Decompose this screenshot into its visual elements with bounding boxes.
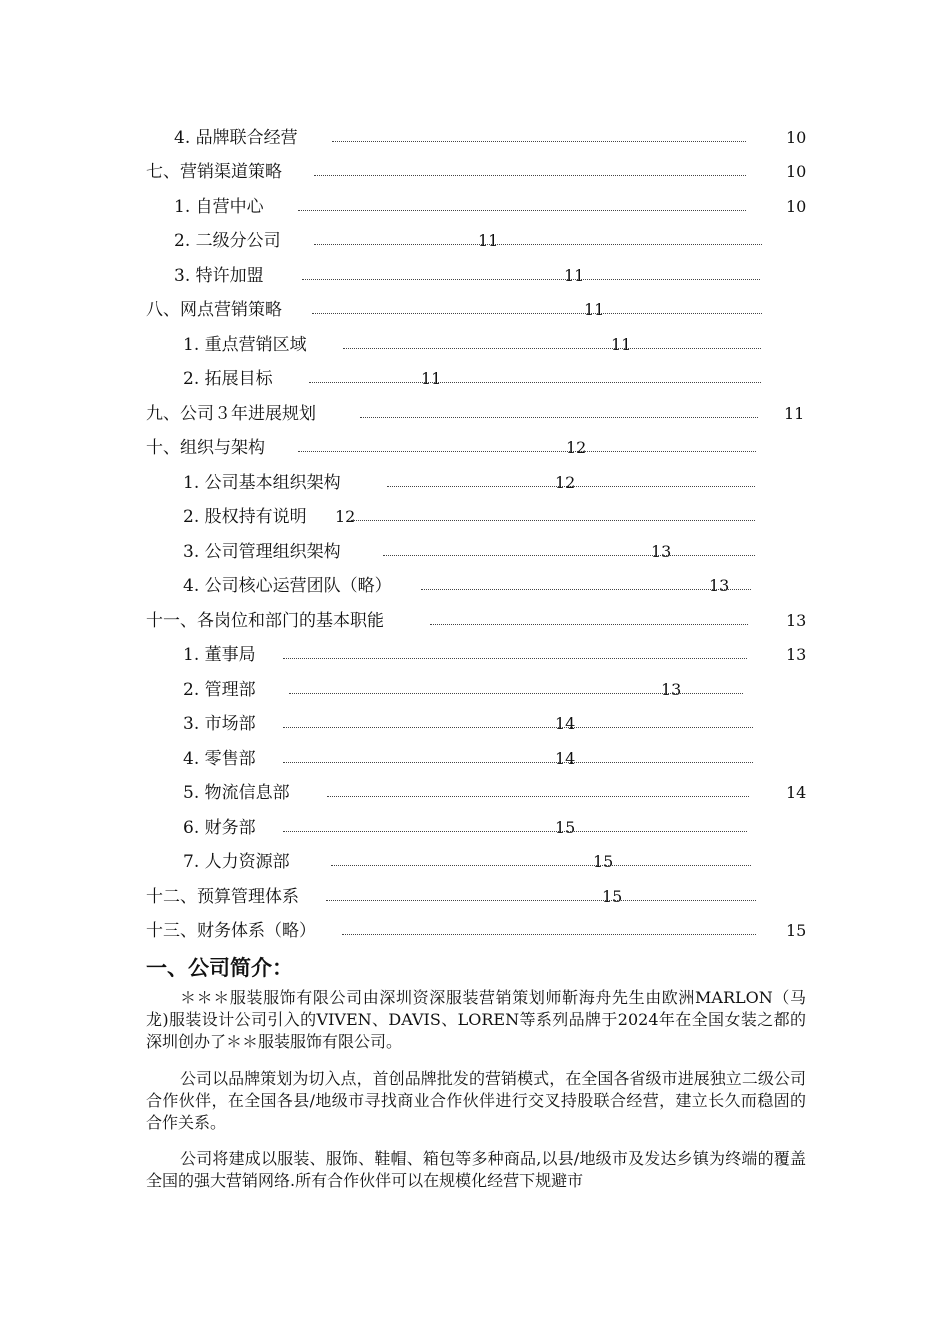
toc-entry[interactable] [183, 469, 814, 497]
toc-page-number: 14 [786, 783, 807, 802]
toc-leader-dots [298, 451, 756, 452]
toc-entry-label: 1. 重点营销区域 [183, 335, 307, 355]
toc-entry[interactable] [146, 400, 814, 428]
toc-leader-dots [331, 865, 751, 866]
toc-leader-dots [421, 589, 751, 590]
toc-entry-label: 5. 物流信息部 [183, 783, 290, 803]
toc-page-number: 14 [555, 749, 576, 768]
body-paragraph: ＊＊＊服装服饰有限公司由深圳资深服装营销策划师靳海舟先生由欧洲MARLON（马龙)服装设计公司引入的VIVEN、DAVIS、LOREN等系列品牌于2024年在全国女装之都的深圳创办了＊＊服装服饰有限公司。 [146, 988, 806, 1051]
toc-page-number: 12 [555, 473, 576, 492]
toc-page-number: 11 [611, 335, 632, 354]
toc-leader-dots [351, 520, 755, 521]
toc-leader-dots [326, 900, 756, 901]
toc-entry-label: 1. 董事局 [183, 645, 256, 665]
toc-page-number: 10 [786, 128, 807, 147]
toc-page-number: 13 [661, 680, 682, 699]
toc-entry[interactable] [183, 779, 814, 807]
toc-page-number: 14 [555, 714, 576, 733]
toc-leader-dots [314, 175, 746, 176]
toc-entry[interactable] [174, 124, 814, 152]
toc-entry[interactable] [183, 503, 814, 531]
toc-entry[interactable] [183, 365, 814, 393]
toc-entry[interactable] [146, 158, 814, 186]
toc-leader-dots [309, 382, 761, 383]
toc-page-number: 11 [421, 369, 442, 388]
toc-entry-label: 4. 品牌联合经营 [174, 128, 298, 148]
toc-leader-dots [302, 279, 760, 280]
toc-page-number: 13 [786, 645, 807, 664]
body-paragraph: 公司将建成以服装、服饰、鞋帽、箱包等多种商品,以县/地级市及发达乡镇为终端的覆盖全国的强大营销网络.所有合作伙伴可以在规模化经营下规避市 [146, 1149, 806, 1190]
toc-entry-label: 十、组织与架构 [146, 438, 265, 458]
toc-entry-label: 4. 公司核心运营团队（略） [183, 576, 392, 596]
toc-page-number: 12 [335, 507, 356, 526]
toc-entry-label: 1. 公司基本组织架构 [183, 473, 341, 493]
toc-entry[interactable] [146, 917, 814, 945]
toc-leader-dots [298, 210, 746, 211]
body-paragraph: 公司以品牌策划为切入点，首创品牌批发的营销模式，在全国各省级市进展独立二级公司合作伙伴，在全国各县/地级市寻找商业合作伙伴进行交叉持股联合经营，建立长久而稳固的合作关系。 [146, 1069, 806, 1132]
toc-entry-label: 4. 零售部 [183, 749, 256, 769]
toc-leader-dots [283, 831, 747, 832]
toc-page-number: 13 [709, 576, 730, 595]
toc-leader-dots [430, 624, 748, 625]
toc-entry-label: 2. 股权持有说明 [183, 507, 307, 527]
toc-entry[interactable] [183, 676, 814, 704]
toc-page-number: 11 [478, 231, 499, 250]
toc-entry-label: 2. 管理部 [183, 680, 256, 700]
toc-page-number: 13 [786, 611, 807, 630]
toc-page-number: 13 [651, 542, 672, 561]
toc-entry-label: 6. 财务部 [183, 818, 256, 838]
toc-leader-dots [343, 348, 761, 349]
toc-page-number: 15 [593, 852, 614, 871]
toc-entry-label: 十二、预算管理体系 [146, 887, 299, 907]
toc-leader-dots [342, 934, 756, 935]
toc-leader-dots [332, 141, 746, 142]
toc-entry-label: 3. 公司管理组织架构 [183, 542, 341, 562]
toc-entry-label: 八、网点营销策略 [146, 300, 282, 320]
toc-page-number: 11 [784, 404, 805, 423]
toc-entry-label: 2. 拓展目标 [183, 369, 273, 389]
toc-entry-label: 3. 特许加盟 [174, 266, 264, 286]
toc-entry[interactable] [174, 227, 814, 255]
toc-entry-label: 7. 人力资源部 [183, 852, 290, 872]
toc-page-number: 15 [786, 921, 807, 940]
toc-entry[interactable] [183, 331, 814, 359]
toc-entry[interactable] [183, 641, 814, 669]
toc-entry[interactable] [146, 883, 814, 911]
toc-page-number: 11 [584, 300, 605, 319]
toc-leader-dots [314, 244, 762, 245]
section-heading: 一、公司简介： [146, 956, 293, 980]
toc-entry-label: 十三、财务体系（略） [146, 921, 316, 941]
toc-entry[interactable] [146, 296, 814, 324]
toc-leader-dots [283, 658, 747, 659]
toc-entry[interactable] [183, 745, 814, 773]
toc-leader-dots [283, 727, 753, 728]
toc-page-number: 10 [786, 162, 807, 181]
toc-entry[interactable] [146, 434, 814, 462]
toc-leader-dots [327, 796, 749, 797]
toc-entry[interactable] [183, 538, 814, 566]
toc-entry[interactable] [183, 848, 814, 876]
toc-entry-label: 1. 自营中心 [174, 197, 264, 217]
toc-entry[interactable] [183, 710, 814, 738]
toc-page-number: 12 [566, 438, 587, 457]
toc-entry-label: 七、营销渠道策略 [146, 162, 282, 182]
toc-leader-dots [383, 555, 755, 556]
toc-leader-dots [360, 417, 758, 418]
toc-entry-label: 九、公司３年进展规划 [146, 404, 316, 424]
toc-entry[interactable] [146, 607, 814, 635]
toc-page-number: 10 [786, 197, 807, 216]
toc-entry-label: 2. 二级分公司 [174, 231, 281, 251]
toc-entry-label: 十一、各岗位和部门的基本职能 [146, 611, 384, 631]
toc-entry[interactable] [174, 262, 814, 290]
toc-entry[interactable] [183, 572, 814, 600]
toc-entry[interactable] [183, 814, 814, 842]
toc-entry-label: 3. 市场部 [183, 714, 256, 734]
toc-page-number: 11 [564, 266, 585, 285]
toc-leader-dots [283, 762, 753, 763]
toc-page-number: 15 [602, 887, 623, 906]
toc-page-number: 15 [555, 818, 576, 837]
toc-leader-dots [312, 313, 762, 314]
toc-entry[interactable] [174, 193, 814, 221]
